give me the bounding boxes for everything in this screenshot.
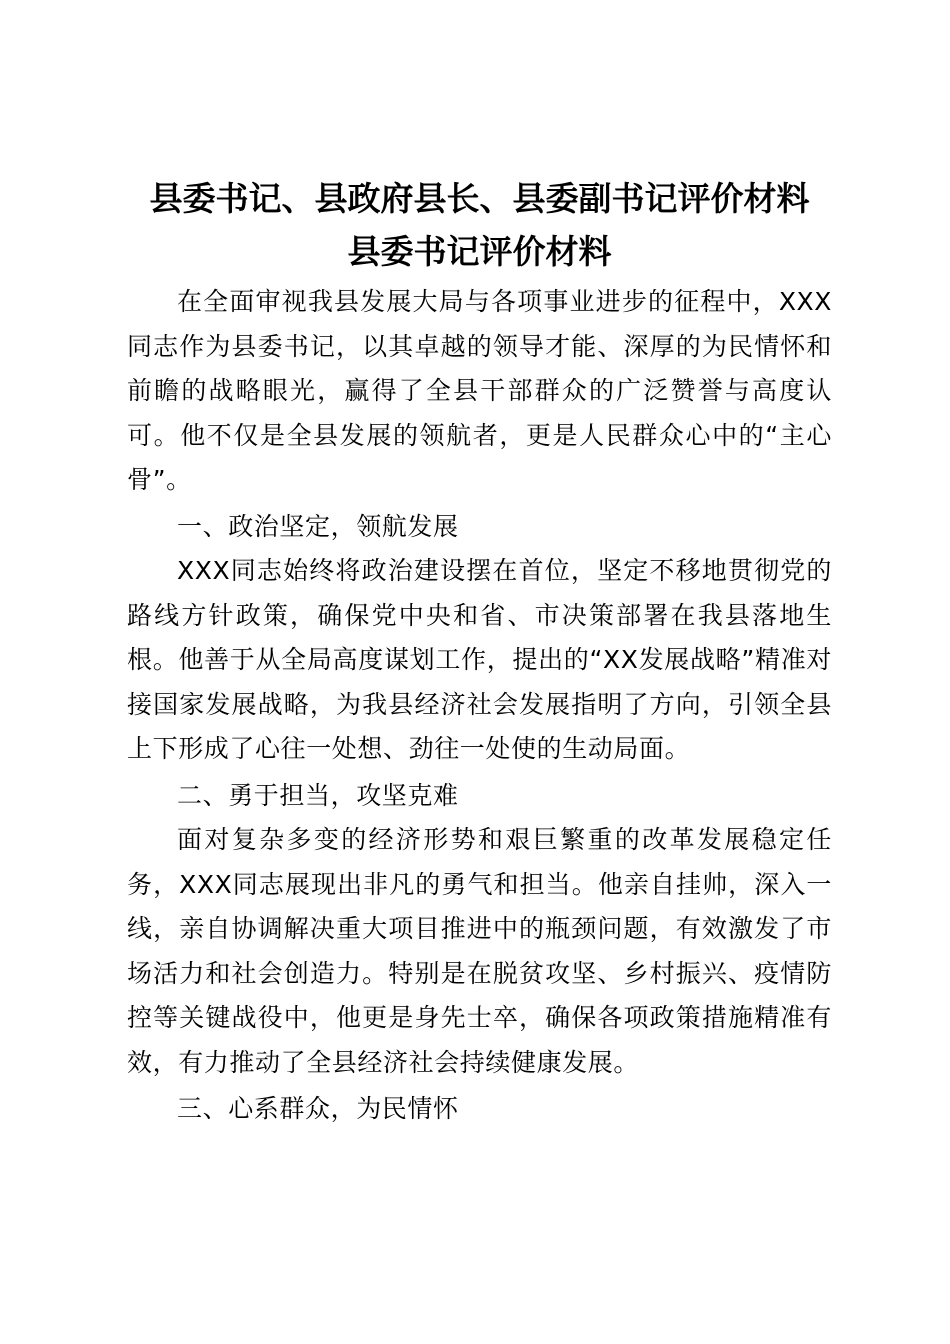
section-heading-1: 一、政治坚定，领航发展 [177,511,459,541]
section-heading-2: 二、勇于担当，攻坚克难 [177,780,459,810]
section-body-2: 面对复杂多变的经济形势和艰巨繁重的改革发展稳定任务，XXX同志展现出非凡的勇气和担当。他亲自挂帅，深入一线，亲自协调解决重大项目推进中的瓶颈问题，有效激发了市场活力和社会创造力。特别是在脱贫攻坚、乡村振兴、疫情防控等关键战役中，他更是身先士卒，确保各项政策措施精准有效，有力推动了全县经济社会持续健康发展。 [127,825,832,1077]
document-page [127,172,832,1132]
section-body-1: XXX同志始终将政治建设摆在首位，坚定不移地贯彻党的路线方针政策，确保党中央和省、市决策部署在我县落地生根。他善于从全局高度谋划工作，提出的“XX发展战略”精准对接国家发展战略，为我县经济社会发展指明了方向，引领全县上下形成了心往一处想、劲往一处使的生动局面。 [127,556,832,763]
intro-paragraph: 在全面审视我县发展大局与各项事业进步的征程中，XXX同志作为县委书记，以其卓越的领导才能、深厚的为民情怀和前瞻的战略眼光，赢得了全县干部群众的广泛赞誉与高度认可。他不仅是全县发展的领航者，更是人民群众心中的“主心骨”。 [127,287,832,494]
document-subtitle: 县委书记评价材料 [347,232,612,271]
section-heading-3: 三、心系群众，为民情怀 [177,1094,459,1123]
document-title: 县委书记、县政府县长、县委副书记评价材料 [149,179,810,218]
